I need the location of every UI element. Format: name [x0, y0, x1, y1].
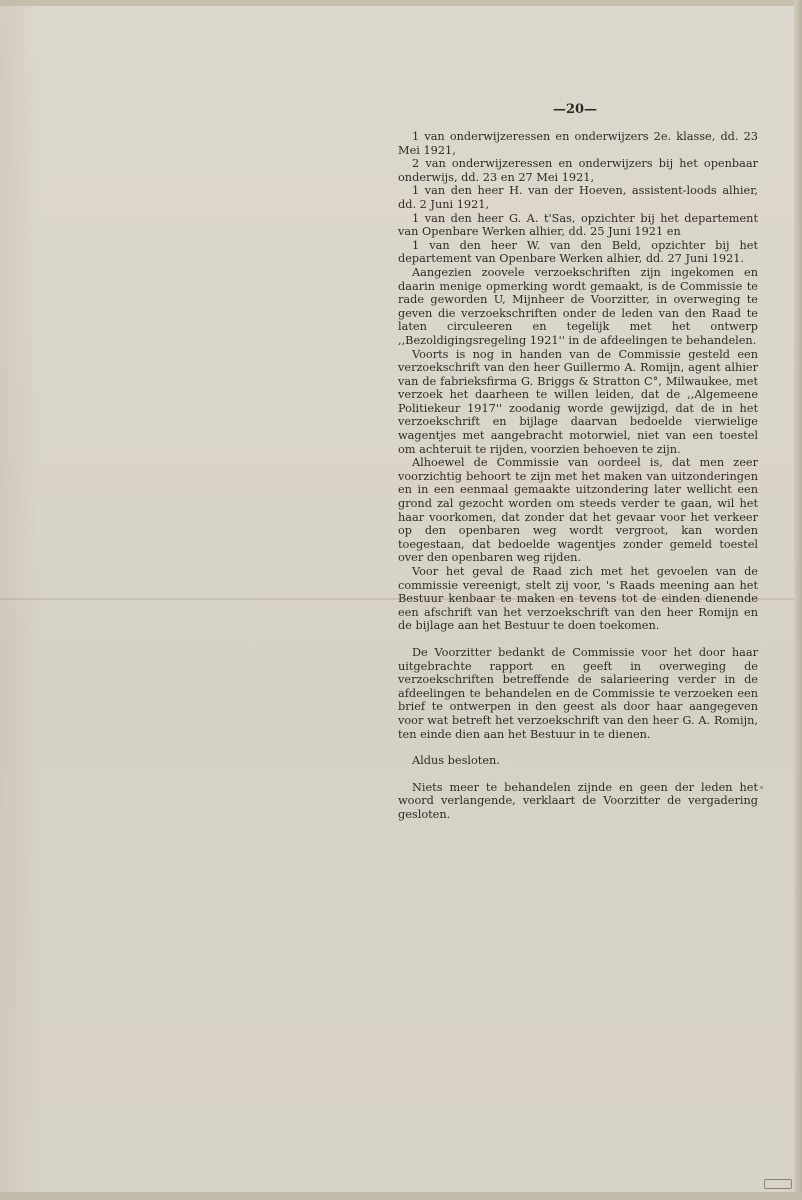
paragraph-2: 2 van onderwijzeressen en onderwijzers bij het openbaar onderwijs, dd. 23 en 27 Mei 1921, — [398, 157, 758, 184]
text-column — [398, 130, 758, 822]
paper-shading — [0, 0, 40, 1200]
ink-speck — [760, 786, 763, 789]
paragraph-1: 1 van onderwijzeressen en onderwijzers 2e. klasse, dd. 23 Mei 1921, — [398, 130, 758, 157]
paragraph-gap — [398, 633, 758, 646]
paragraph-8: Alhoewel de Commissie van oordeel is, dat men zeer voorzichtig behoort te zijn met het maken van uitzonderingen en in een eenmaal gemaakte uitzondering later wellicht een grond zal gezocht worden om steeds verder te gaan, wil het haar voorkomen, dat zonder dat het gevaar voor het verkeer op den openbaren weg wordt vergroot, kan worden toegestaan, dat bedoelde wagentjes zonder gemeld toestel over den openbaren weg rijden. — [398, 456, 758, 565]
paragraph-11: Aldus besloten. — [412, 754, 500, 768]
paper-bottom-edge — [0, 1192, 802, 1200]
paragraph-gap — [398, 741, 758, 754]
paper-right-edge — [794, 0, 802, 1200]
paragraph-3: 1 van den heer H. van der Hoeven, assistent-loods alhier, dd. 2 Juni 1921, — [398, 184, 758, 211]
paragraph-9: Voor het geval de Raad zich met het gevoelen van de commissie vereenigt, stelt zij voor, 's Raads meening aan het Bestuur kenbaar te maken en tevens tot de einden dienende een afschrift van het verzoekschrift van den heer Romijn en de bijlage aan het Bestuur te doen toekomen. — [398, 565, 758, 633]
paragraph-gap — [398, 768, 758, 781]
paragraph-7: Voorts is nog in handen van de Commissie gesteld een verzoekschrift van den heer Guillermo A. Romijn, agent alhier van de fabrieksfirma G. Briggs & Stratton C°, Milwaukee, met verzoek het daarheen te willen leiden, dat de ,,Algemeene Politiekeur 1917'' zoodanig worde gewijzigd, dat de in het verzoekschrift en bijlage daarvan bedoelde vierwielige wagentjes met aangebracht motorwiel, niet van een toestel om achteruit te rijden, voorzien behoeven te zijn. — [398, 347, 758, 456]
page-number: —20— — [552, 102, 598, 117]
paragraph-5: 1 van den heer W. van den Beld, opzichter bij het departement van Openbare Werken alhier, dd. 27 Juni 1921. — [398, 238, 758, 266]
paragraph-4: 1 van den heer G. A. t'Sas, opzichter bij het departement van Openbare Werken alhier, dd. 25 Juni 1921 en — [398, 211, 758, 239]
paper-top-edge — [0, 0, 802, 6]
paragraph-10: De Voorzitter bedankt de Commissie voor het door haar uitgebrachte rapport en geeft in overweging de verzoekschriften betreffende de salarieering verder in de afdeelingen te behandelen en de Commissie te verzoeken een brief te ontwerpen in den geest als door haar aangegeven voor wat betreft het verzoekschrift van den heer G. A. Romijn, ten einde dien aan het Bestuur in te dienen. — [398, 645, 758, 741]
paragraph-12: Niets meer te behandelen zijnde en geen der leden het woord verlangende, verklaart de Voorzitter de vergadering gesloten. — [398, 780, 758, 821]
scan-marker — [764, 1179, 792, 1189]
paragraph-6: Aangezien zoovele verzoekschriften zijn ingekomen en daarin menige opmerking wordt gemaakt, is de Commissie te rade geworden U, Mijnheer de Voorzitter, in overweging te geven die verzoekschriften onder de leden van den Raad te laten circuleeren en tegelijk met het ontwerp ,,Bezoldigingsregeling 1921'' in de afdeelingen te behandelen. — [398, 265, 758, 347]
